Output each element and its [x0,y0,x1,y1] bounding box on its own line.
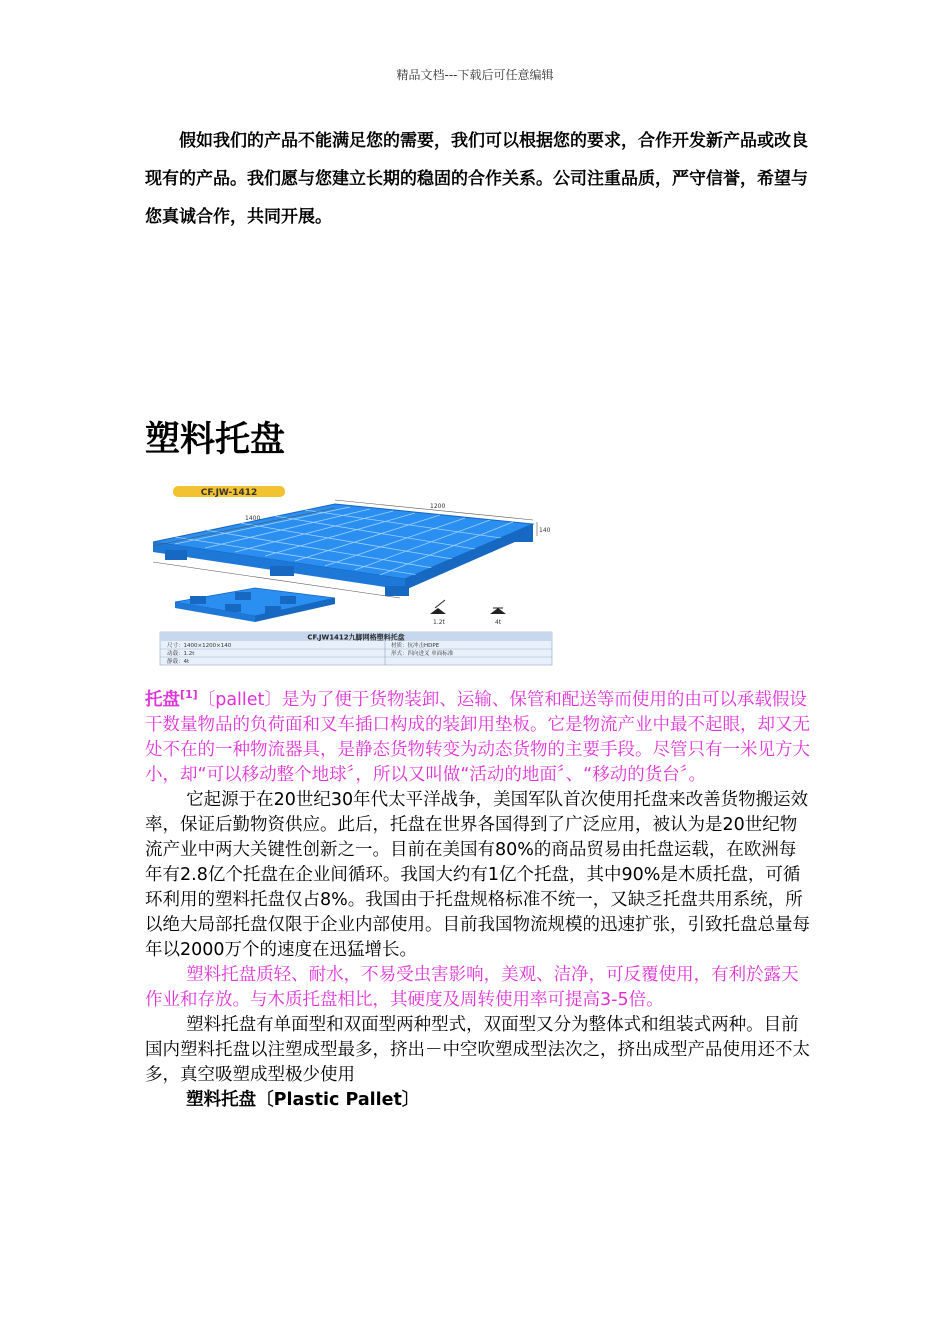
forklift-icon [430,608,446,614]
section-title: 塑料托盘 [145,420,286,460]
history-paragraph: 它起源于在20世纪30年代太平洋战争，美国军队首次使用托盘来改善货物搬运效率，保证后勤物资供应。此后，托盘在世界各国得到了广泛应用，被认为是20世纪物流产业中两大关键性创新之一。目前在美国有80%的商品贸易由托盘运载，在欧洲每年有2.8亿个托盘在企业间循环。我国大约有1亿个托盘，其中90%是木质托盘，可循环利用的塑料托盘仅占8%。我国由于托盘规格标准不统一，又缺乏托盘共用系统，所以绝大局部托盘仅限于企业内部使用。目前我国物流规模的迅速扩张，引致托盘总量每年以2000万个的速度在迅猛增长。 [145,789,810,960]
pallet-image [145,482,560,667]
types-paragraph: 塑料托盘有单面型和双面型两种型式，双面型又分为整体式和组装式两种。目前国内塑料托盘以注塑成型最多，挤出－中空吹塑成型法次之，挤出成型产品使用还不太多，真空吸塑成型极少使用 [145,1014,810,1085]
spec-cell: 材质：抗冲击HDPE [391,643,440,649]
intro-section [145,122,810,236]
model-label: CF.JW-1412 [200,488,258,498]
spec-cell: 静载：4t [167,659,190,665]
spec-cell: 动载：1.2t [167,651,195,657]
pallet-figure [145,482,560,667]
article-body [145,682,810,1113]
icon-label-static: 4t [495,619,502,626]
weight-icon [490,608,506,614]
term-pallet: 托盘 [145,689,180,710]
load-icons [430,600,506,626]
page-header: 精品文档---下载后可任意编辑 [396,68,554,82]
icon-label-dynamic: 1.2t [433,619,445,626]
subheading-plastic-pallet: 塑料托盘〔Plastic Pallet〕 [186,1089,420,1110]
footnote-ref[interactable]: [1] [180,688,198,701]
spec-cell: 形式：四向进叉 单面标准 [391,651,454,657]
spec-cell: 尺寸：1400×1200×140 [167,643,232,649]
dimension-right: 140 [539,527,551,534]
definition-text: 〔pallet〕是为了便于货物装卸、运输、保管和配送等而使用的由可以承载假设干数量物品的负荷面和叉车插口构成的装卸用垫板。它是物流产业中最不起眼，却又无处不在的一种物流器具，是静态货物转变为动态货物的主要手段。尽管只有一米见方大小，却“可以移动整个地球〞，所以又叫做“活动的地面〞、“移动的货台〞。 [145,689,810,785]
intro-paragraph: 假如我们的产品不能满足您的需要，我们可以根据您的要求，合作开发新产品或改良现有的产品。我们愿与您建立长期的稳固的合作关系。公司注重品质，严守信誉，希望与您真诚合作，共同开展。 [145,131,808,227]
dimension-top1: 1400 [245,515,261,522]
spec-title: CF.JW1412九脚网格塑料托盘 [307,633,405,642]
definition-paragraph [145,682,810,788]
dimension-top2: 1200 [430,503,446,510]
advantages-paragraph: 塑料托盘质轻、耐水，不易受虫害影响，美观、洁净，可反覆使用，有利於露天作业和存放。与木质托盘相比，其硬度及周转使用率可提高3-5倍。 [145,964,799,1010]
